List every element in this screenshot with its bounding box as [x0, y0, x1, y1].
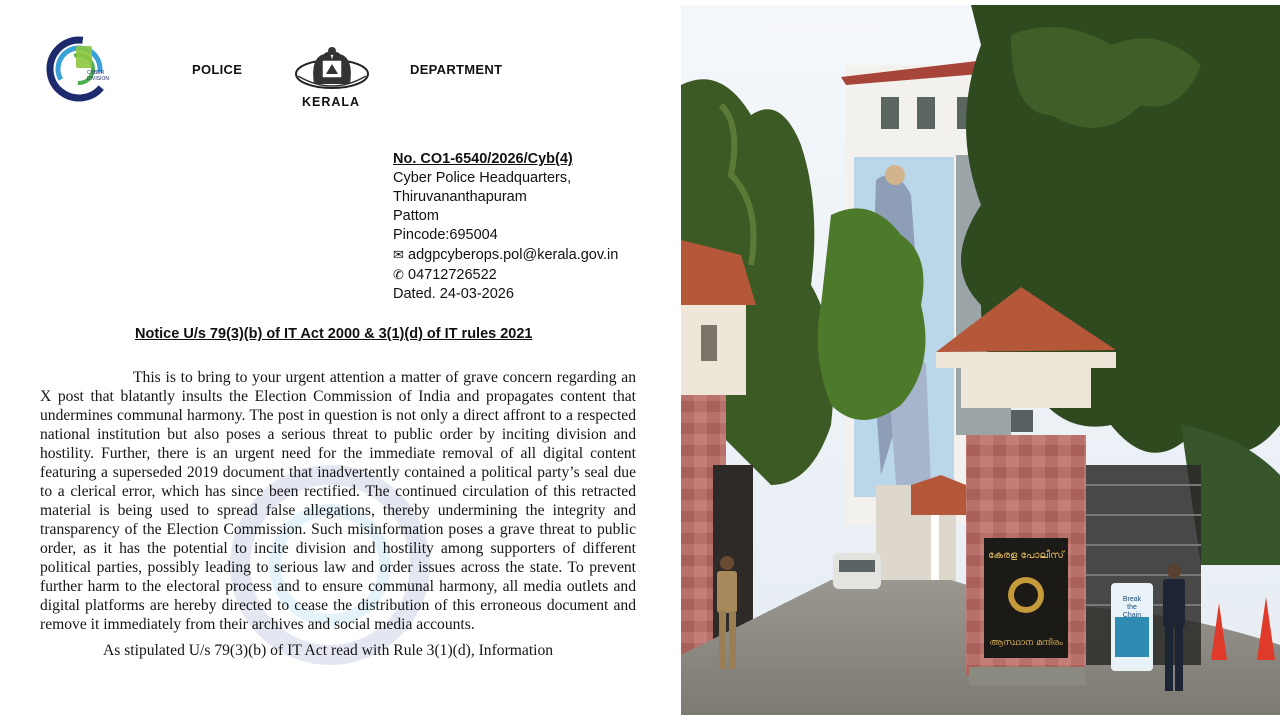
date-line: Dated. 24-03-2026 — [393, 286, 514, 302]
svg-text:DIVISION: DIVISION — [87, 76, 109, 82]
phone-icon: ✆ — [393, 267, 404, 282]
pincode: Pincode:695004 — [393, 227, 498, 243]
stand-text-3: Chain — [1122, 612, 1142, 619]
notice-title: Notice U/s 79(3)(b) of IT Act 2000 & 3(1)(d) of IT rules 2021 — [135, 326, 533, 342]
email-row — [393, 245, 618, 265]
phone-number: 04712726522 — [408, 267, 497, 283]
gate-sign-bottom: ആസ്ഥാന മന്ദിരം — [989, 638, 1063, 648]
address-block — [393, 150, 618, 304]
cyber-division-logo — [46, 36, 112, 102]
email-address: adgpcyberops.pol@kerala.gov.in — [408, 247, 619, 263]
body-paragraph-1: This is to bring to your urgent attention a matter of grave concern regarding an X post that blatantly insults the Election Commission of India and propagates content that undermines communal harmony. The post in question is not only a direct affront to a respected national institution but also poses a serious threat to public order by inciting division and hostility. Further, there is an urgent need for the immediate removal of all digital content featuring a superseded 2019 document that inadvertently contained a political party’s seal due to a clerical error, which has since been rectified. The continued circulation of this retracted material is being used to spread false allegations, thereby undermining the integrity and transparency of the Election Commission. Such misinformation poses a grave threat to public order, as it has the potential to incite division and hostility among supporters of different political parties, possibly leading to serious law and order issues across the state. To prevent further harm to the electoral process and to ensure communal harmony, all media outlets and digital platforms are hereby directed to cease the distribution of this erroneous document and remove it immediately from their archives and social media accounts. — [40, 369, 636, 633]
kerala-emblem — [292, 44, 372, 96]
phone-row — [393, 265, 618, 285]
address-line: Cyber Police Headquarters, — [393, 170, 572, 186]
reference-number: No. CO1-6540/2026/Cyb(4) — [393, 151, 573, 167]
address-line: Pattom — [393, 208, 439, 224]
stand-text-2: the — [1127, 604, 1137, 611]
header-police-label: POLICE — [192, 62, 243, 77]
sanitizer-stand — [1111, 583, 1153, 671]
notice-body — [40, 368, 636, 660]
header-department-label: DEPARTMENT — [410, 62, 503, 77]
gate-sign-top: കേരള പോലീസ് — [988, 550, 1064, 561]
stand-text-1: Break — [1122, 596, 1142, 603]
svg-text:CYBER: CYBER — [87, 70, 105, 76]
police-headquarters-photo — [681, 5, 1280, 715]
header-kerala-label: KERALA — [302, 95, 361, 109]
address-line: Thiruvananthapuram — [393, 189, 527, 205]
envelope-icon: ✉ — [393, 247, 404, 262]
body-paragraph-2: As stipulated U/s 79(3)(b) of IT Act read with Rule 3(1)(d), Information — [103, 642, 554, 659]
